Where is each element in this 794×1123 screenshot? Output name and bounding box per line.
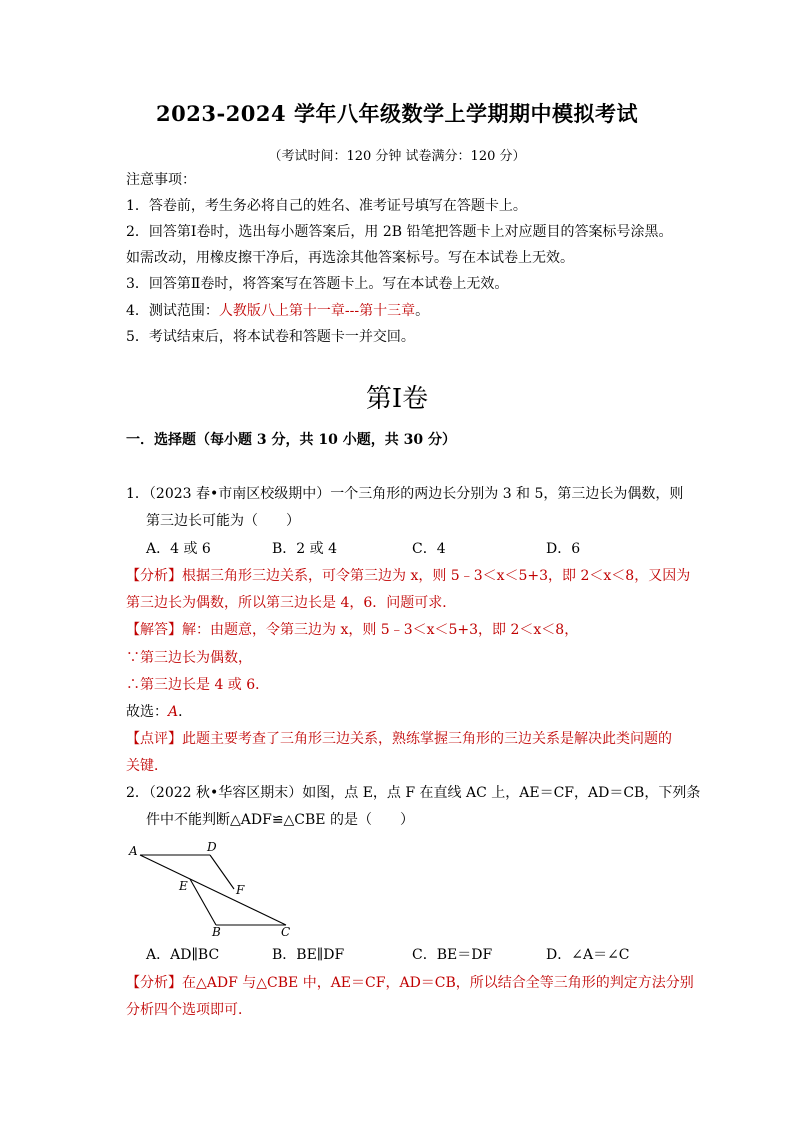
q1-stem-line2: 第三边长可能为（ ） bbox=[146, 513, 300, 529]
segment-ac bbox=[140, 855, 286, 925]
notice-item-3: 3．回答第Ⅱ卷时，将答案写在答题卡上。写在本试卷上无效。 bbox=[126, 276, 509, 292]
section-title: 第Ⅰ卷 bbox=[365, 384, 429, 414]
q1-analysis-line2: 第三边长为偶数，所以第三边长是 4，6．问题可求． bbox=[126, 595, 457, 611]
q1-analysis-line1: 【分析】根据三角形三边关系，可令第三边为 x，则 5﹣3＜x＜5+3，即 2＜x＜8，又因为 bbox=[126, 568, 691, 584]
q1-comment-line2: 关键． bbox=[126, 758, 168, 774]
q1-answer-line2: ∵第三边长为偶数， bbox=[126, 650, 252, 666]
q2-choice-d: D．∠A＝∠C bbox=[546, 947, 630, 963]
q2-figure bbox=[126, 838, 306, 938]
q1-answer-line3: ∴第三边长是 4 或 6． bbox=[126, 677, 270, 693]
q1-comment-line1: 【点评】此题主要考查了三角形三边关系，熟练掌握三角形的三边关系是解决此类问题的 bbox=[126, 731, 672, 747]
label-c: C bbox=[281, 925, 291, 938]
q1-choose: 故选：A． bbox=[126, 704, 193, 720]
q2-choice-a: A．AD∥BC bbox=[146, 947, 220, 963]
q1-choice-c: C．4 bbox=[412, 541, 446, 557]
notice-item-1: 1．答卷前，考生务必将自己的姓名、准考证号填写在答题卡上。 bbox=[126, 198, 527, 214]
exam-subtitle: （考试时间：120 分钟 试卷满分：120 分） bbox=[268, 149, 526, 164]
label-e: E bbox=[179, 879, 188, 893]
q1-choice-b: B．2 或 4 bbox=[272, 541, 338, 557]
q1-choice-d: D．6 bbox=[546, 541, 581, 557]
test-scope: 人教版八上第十一章---第十三章 bbox=[218, 303, 416, 319]
analysis-tag: 【分析】 bbox=[126, 568, 182, 584]
q1-choice-a: A．4 或 6 bbox=[146, 541, 211, 557]
comment-tag: 【点评】 bbox=[126, 731, 182, 747]
q2-analysis-line2: 分析四个选项即可． bbox=[126, 1002, 252, 1018]
label-f: F bbox=[236, 883, 245, 897]
q2-stem-line1: 2．（2022 秋•华容区期末）如图，点 E，点 F 在直线 AC 上，AE＝CF，AD＝CB，下列条 bbox=[126, 785, 701, 801]
q1-answer-line1: 【解答】解：由题意，令第三边为 x，则 5﹣3＜x＜5+3，即 2＜x＜8， bbox=[126, 622, 579, 638]
segment-eb bbox=[190, 879, 216, 925]
notice-item-5: 5．考试结束后，将本试卷和答题卡一并交回。 bbox=[126, 329, 415, 345]
label-d: D bbox=[207, 840, 217, 854]
q2-choice-c: C．BE＝DF bbox=[412, 947, 493, 963]
analysis-tag: 【分析】 bbox=[126, 975, 182, 991]
notice-heading: 注意事项： bbox=[126, 172, 196, 188]
notice-item-2b: 如需改动，用橡皮擦干净后，再选涂其他答案标号。写在本试卷上无效。 bbox=[126, 250, 574, 266]
q2-stem-line2: 件中不能判断△ADF≌△CBE 的是（ ） bbox=[146, 812, 414, 828]
q1-choose-value: A bbox=[168, 704, 179, 720]
notice-item-2a: 2．回答第Ⅰ卷时，选出每小题答案后，用 2B 铅笔把答题卡上对应题目的答案标号涂黑。 bbox=[126, 224, 673, 240]
part1-heading: 一．选择题（每小题 3 分，共 10 小题，共 30 分） bbox=[126, 432, 456, 448]
answer-tag: 【解答】 bbox=[126, 622, 182, 638]
notice-item-4: 4．测试范围：人教版八上第十一章---第十三章。 bbox=[126, 303, 430, 319]
exam-title: 2023-2024 学年八年级数学上学期期中模拟考试 bbox=[156, 101, 638, 126]
segment-df bbox=[210, 855, 234, 889]
label-a: A bbox=[129, 844, 138, 858]
q2-choice-b: B．BE∥DF bbox=[272, 947, 345, 963]
q2-analysis-line1: 【分析】在△ADF 与△CBE 中，AE＝CF，AD＝CB，所以结合全等三角形的判定方法分别 bbox=[126, 975, 694, 991]
q1-stem-line1: 1．（2023 春•市南区校级期中）一个三角形的两边长分别为 3 和 5，第三边长为偶数，则 bbox=[126, 486, 684, 502]
label-b: B bbox=[212, 925, 221, 938]
